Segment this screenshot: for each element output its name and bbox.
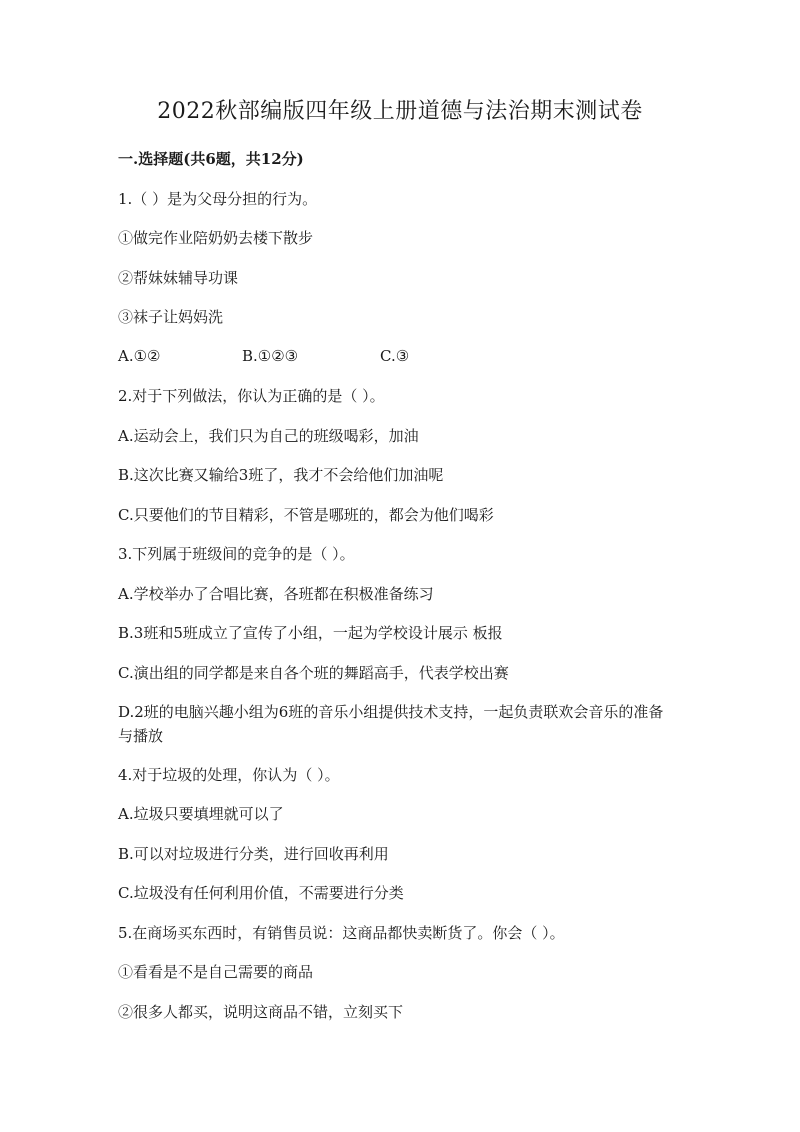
- question-4-option-b: B.可以对垃圾进行分类，进行回收再利用: [118, 845, 389, 863]
- question-3-option-a: A.学校举办了合唱比赛，各班都在积极准备练习: [118, 585, 434, 603]
- question-1-stem: 1.（ ）是为父母分担的行为。: [118, 190, 318, 208]
- question-1-item-1: ①做完作业陪奶奶去楼下散步: [118, 229, 314, 247]
- question-1-item-2: ②帮妹妹辅导功课: [118, 269, 239, 287]
- question-4-option-c: C.垃圾没有任何利用价值，不需要进行分类: [118, 884, 404, 902]
- question-5-item-2: ②很多人都买，说明这商品不错，立刻买下: [118, 1003, 404, 1021]
- question-2-option-a: A.运动会上，我们只为自己的班级喝彩，加油: [118, 427, 419, 445]
- question-5-item-1: ①看看是不是自己需要的商品: [118, 963, 314, 981]
- question-2-stem: 2.对于下列做法，你认为正确的是（ ）。: [118, 387, 385, 405]
- question-4-stem: 4.对于垃圾的处理，你认为（ ）。: [118, 766, 340, 784]
- question-5-stem: 5.在商场买东西时，有销售员说：这商品都快卖断货了。你会（ ）。: [118, 924, 565, 942]
- section-heading: 一.选择题(共6题，共12分): [118, 150, 304, 168]
- question-1-options: [118, 344, 718, 368]
- page-title: 2022秋部编版四年级上册道德与法治期末测试卷: [157, 99, 643, 124]
- question-3-option-d: D.2班的电脑兴趣小组为6班的音乐小组提供技术支持，一起负责联欢会音乐的准备与播放: [118, 703, 664, 745]
- question-1-option-c: C.③: [380, 347, 410, 365]
- question-3-option-b: B.3班和5班成立了宣传了小组，一起为学校设计展示 板报: [118, 624, 503, 642]
- question-1-option-a: A.①②: [118, 347, 161, 365]
- question-1-option-b: B.①②③: [242, 347, 299, 365]
- question-2-option-b: B.这次比赛又输给3班了，我才不会给他们加油呢: [118, 466, 444, 484]
- question-2-option-c: C.只要他们的节目精彩，不管是哪班的，都会为他们喝彩: [118, 506, 494, 524]
- question-1-item-3: ③袜子让妈妈洗: [118, 308, 224, 326]
- question-3-option-c: C.演出组的同学都是来自各个班的舞蹈高手，代表学校出赛: [118, 664, 509, 682]
- question-4-option-a: A.垃圾只要填埋就可以了: [118, 805, 284, 823]
- question-3-stem: 3.下列属于班级间的竞争的是（ ）。: [118, 545, 355, 563]
